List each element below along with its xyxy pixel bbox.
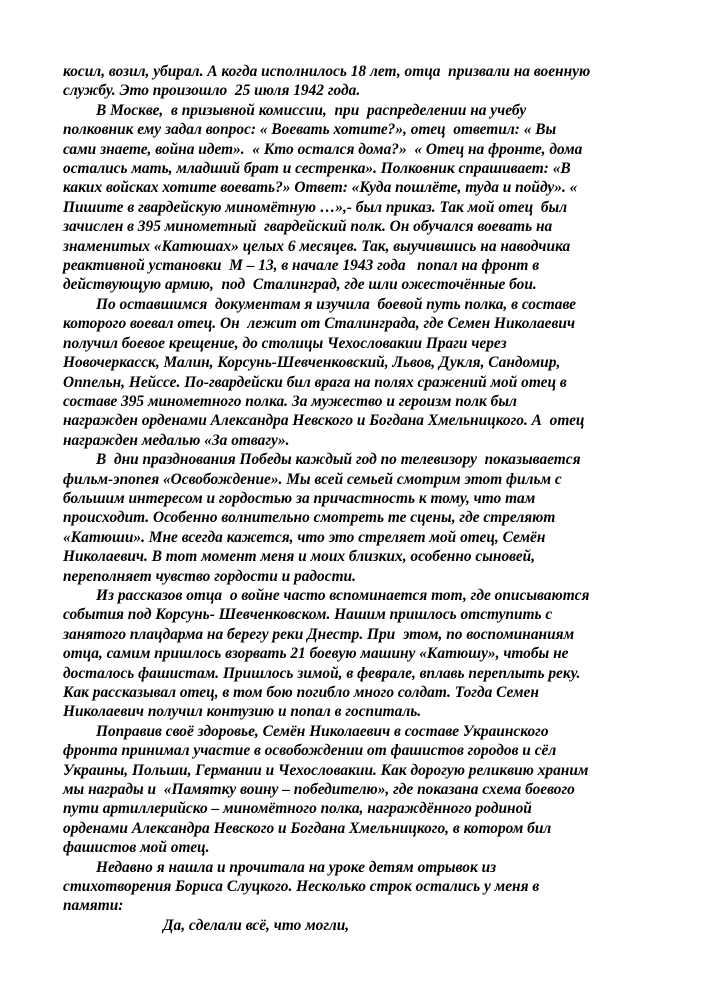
text-line: Да, сделали всё, что могли,: [163, 916, 350, 934]
text-line: «Катюши». Мне всегда кажется, что это стреляет мой отец, Семён: [63, 528, 546, 546]
text-line: Из рассказов отца о войне часто вспоминается тот, где описываются: [96, 586, 590, 604]
text-line: мы награды и «Памятку воину – победителю», где показана схема боевого: [63, 781, 575, 799]
text-line: награжден медалью «За отвагу».: [63, 431, 290, 449]
text-line: По оставшимся документам я изучила боевой путь полка, в составе: [96, 295, 576, 313]
text-line: Украины, Польши, Германии и Чехословакии. Как дорогую реликвию храним: [63, 761, 589, 779]
text-line: события под Корсунь- Шевченковском. Нашим пришлось отступить с: [63, 606, 553, 624]
text-line: Новочеркасск, Малин, Корсунь-Шевченковский, Львов, Дукля, Сандомир,: [63, 354, 561, 372]
text-line: косил, возил, убирал. А когда исполнилось 18 лет, отца призвали на военную: [63, 63, 591, 80]
paragraph: [63, 722, 653, 858]
text-line: знаменитых «Катюшах» целых 6 месяцев. Так, выучившись на наводчика: [63, 237, 571, 255]
text-line: службу. Это произошло 25 июля 1942 года.: [63, 82, 361, 100]
paragraph: [63, 858, 653, 916]
text-line: составе 395 минометного полка. За мужество и героизм полк был: [63, 392, 517, 410]
text-line: фильм-эпопея «Освобождение». Мы всей семьей смотрим этот фильм с: [63, 470, 562, 488]
paragraph: [63, 586, 653, 722]
text-line: орденами Александра Невского и Богдана Хмельницкого, в котором бил: [63, 819, 552, 837]
text-line: получил боевое крещение, до столицы Чехословакии Праги через: [63, 334, 507, 352]
text-line: В дни празднования Победы каждый год по телевизору показывается: [96, 451, 581, 469]
paragraph: [63, 295, 653, 450]
text-line: пути артиллерийско – миномётного полка, награждённого родиной: [63, 800, 532, 818]
text-line: большим интересом и гордостью за причастность к тому, что там: [63, 489, 536, 507]
text-line: переполняет чувство гордости и радости.: [63, 567, 356, 585]
text-line: Поправив своё здоровье, Семён Николаевич в составе Украинского: [96, 722, 549, 740]
text-line: награжден орденами Александра Невского и Богдана Хмельницкого. А отец: [63, 412, 585, 430]
text-line: сами знаете, война идет». « Кто остался дома?» « Отец на фронте, дома: [63, 140, 583, 158]
paragraph: [63, 62, 653, 101]
text-line: зачислен в 395 минометный гвардейский полк. Он обучался воевать на: [63, 218, 553, 236]
text-line: занятого плацдарма на берегу реки Днестр. При этом, по воспоминаниям: [63, 625, 575, 643]
verse-paragraph: [63, 916, 653, 935]
text-line: фронта принимал участие в освобождении от фашистов городов и сёл: [63, 742, 557, 760]
text-line: памяти:: [63, 897, 124, 915]
text-line: Пишите в гвардейскую миномётную …»,- был приказ. Так мой отец был: [63, 198, 568, 216]
paragraph: [63, 450, 653, 586]
text-line: отца, самим пришлось взорвать 21 боевую машину «Катюшу», чтобы не: [63, 645, 569, 663]
text-line: фашистов мой отец.: [63, 839, 210, 857]
text-line: каких войсках хотите воевать?» Ответ: «Куда пошлёте, туда и пойду». «: [63, 179, 578, 197]
text-line: реактивной установки М – 13, в начале 1943 года попал на фронт в: [63, 257, 540, 275]
paragraph: [63, 101, 653, 295]
text-line: Николаевич. В тот момент меня и моих близких, особенно сыновей,: [63, 548, 536, 566]
text-line: стихотворения Бориса Слуцкого. Несколько строк остались у меня в: [63, 878, 540, 896]
text-line: Как рассказывал отец, в том бою погибло много солдат. Тогда Семен: [63, 684, 539, 701]
text-line: Оппельн, Нейссе. По-гвардейски бил врага на полях сражений мой отец в: [63, 373, 567, 391]
text-line: действующую армию, под Сталинград, где шли ожесточённые бои.: [63, 276, 537, 294]
text-line: Николаевич получил контузию и попал в госпиталь.: [63, 703, 422, 721]
text-line: которого воевал отец. Он лежит от Сталинграда, где Семен Николаевич: [63, 315, 576, 333]
text-line: Недавно я нашла и прочитала на уроке детям отрывок из: [96, 858, 497, 876]
text-line: В Москве, в призывной комиссии, при распределении на учебу: [96, 101, 527, 119]
text-line: полковник ему задал вопрос: « Воевать хотите?», отец ответил: « Вы: [63, 121, 557, 139]
text-line: досталось фашистам. Пришлось зимой, в феврале, вплавь переплыть реку.: [63, 664, 581, 682]
text-line: остались мать, младший брат и сестренка». Полковник спрашивает: «В: [63, 160, 571, 178]
text-line: происходит. Особенно волнительно смотреть те сцены, где стреляют: [63, 509, 556, 527]
